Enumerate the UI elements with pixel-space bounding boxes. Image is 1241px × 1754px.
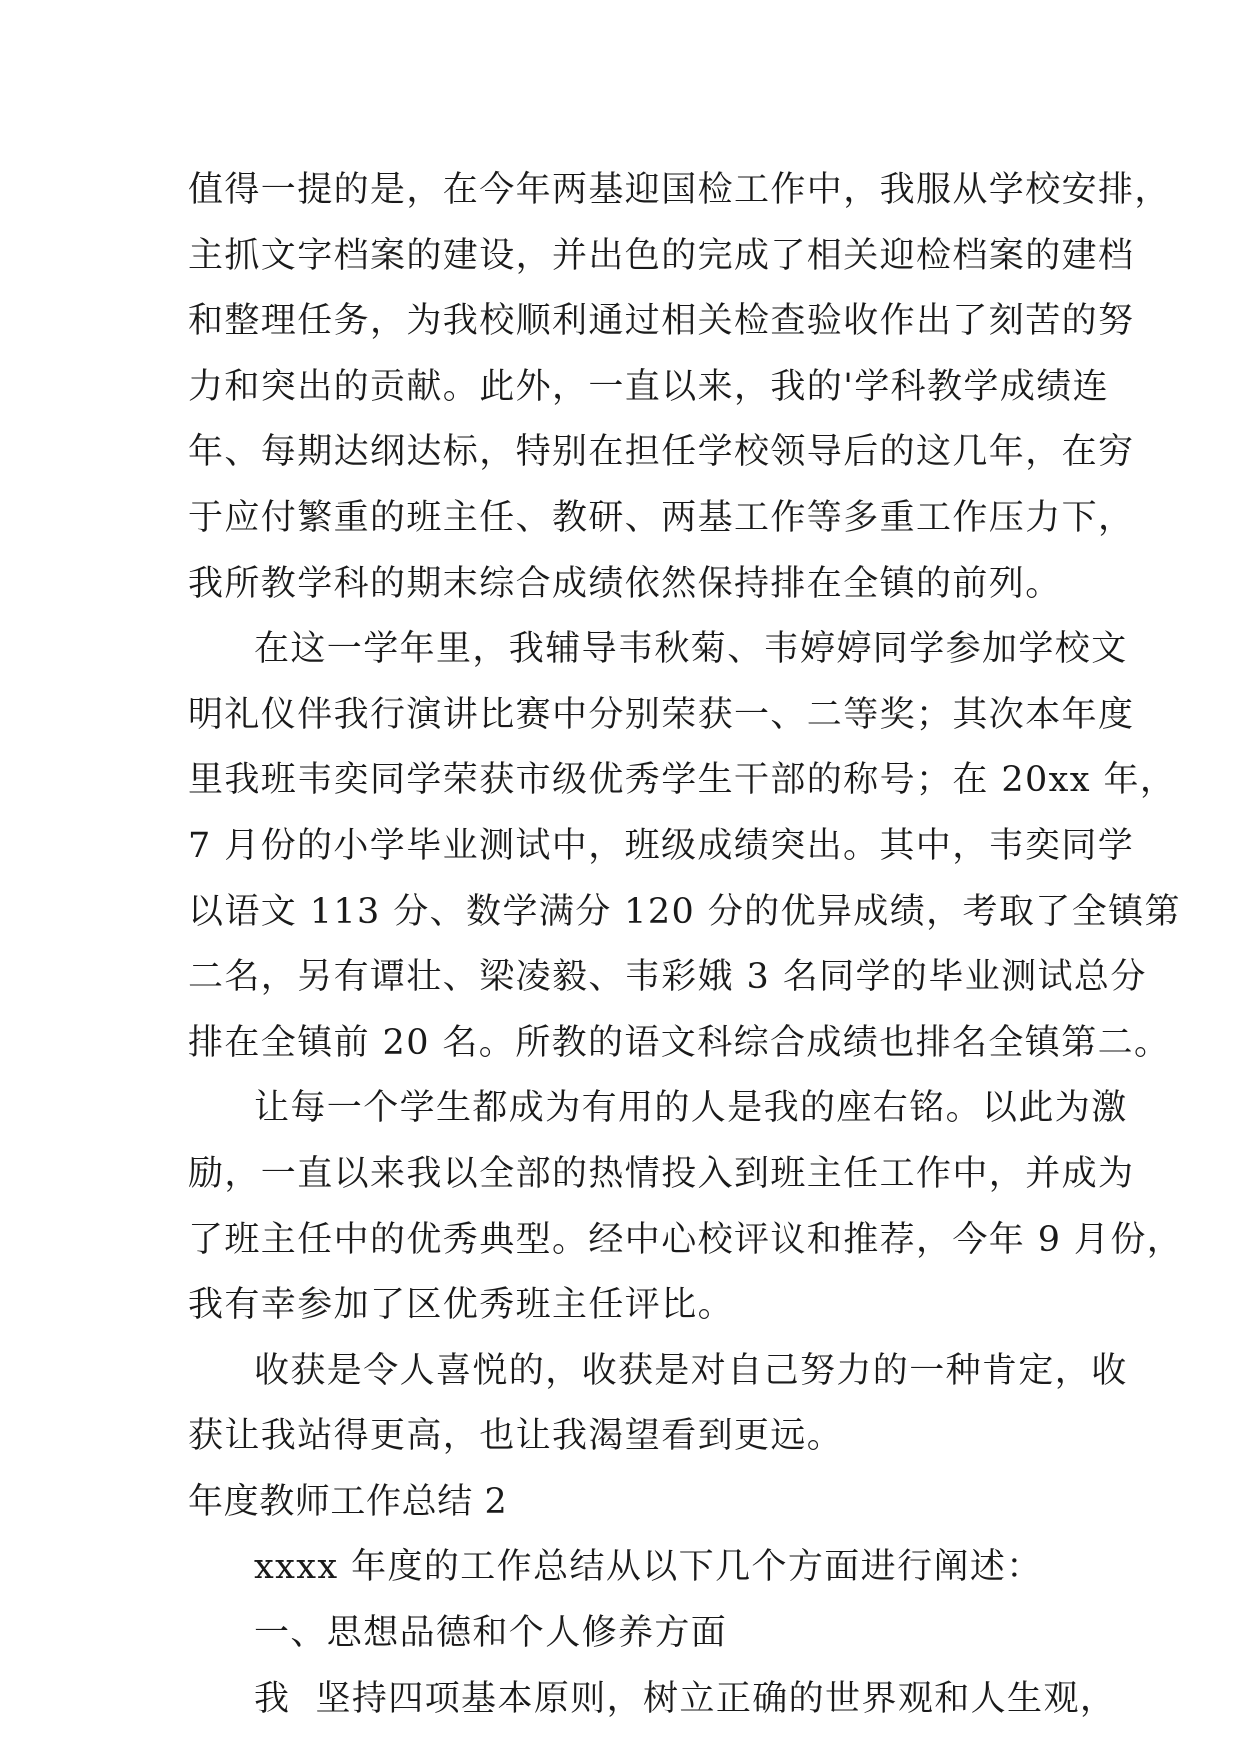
text-line: 收获是令人喜悦的，收获是对自己努力的一种肯定，收 [254,1350,1128,1391]
text-line: 明礼仪伴我行演讲比赛中分别荣获一、二等奖；其次本年度 [188,694,1135,735]
intro-line: xxxx 年度的工作总结从以下几个方面进行阐述： [254,1547,1043,1588]
text-line: 以语文 113 分、数学满分 120 分的优异成绩，考取了全镇第 [188,891,1181,932]
text-line: 获让我站得更高，也让我渴望看到更远。 [188,1416,844,1457]
text-line: 我有幸参加了区优秀班主任评比。 [188,1285,735,1326]
text-line: 我 坚持四项基本原则，树立正确的世界观和人生观， [254,1678,1117,1719]
document-body [188,158,1184,1732]
section-title: 年度教师工作总结 2 [188,1481,508,1522]
text-line: 里我班韦奕同学荣获市级优秀学生干部的称号；在 20xx 年， [188,760,1177,801]
subheading: 一、思想品德和个人修养方面 [254,1613,728,1654]
text-line: 年、每期达纲达标，特别在担任学校领导后的这几年，在穷 [188,432,1135,473]
text-line: 主抓文字档案的建设，并出色的完成了相关迎检档案的建档 [188,235,1135,276]
paragraph-student-awards [188,617,1181,1076]
text-line: 让每一个学生都成为有用的人是我的座右铭。以此为激 [254,1088,1128,1129]
text-line: 7 月份的小学毕业测试中，班级成绩突出。其中，韦奕同学 [188,825,1135,866]
text-line: 励，一直以来我以全部的热情投入到班主任工作中，并成为 [188,1153,1135,1194]
text-line: 和整理任务，为我校顺利通过相关检查验收作出了刻苦的努 [188,301,1135,342]
text-line: 在这一学年里，我辅导韦秋菊、韦婷婷同学参加学校文 [254,629,1128,670]
text-line: 于应付繁重的班主任、教研、两基工作等多重工作压力下， [188,497,1135,538]
paragraph-motto [188,1076,1184,1338]
text-line: 力和突出的贡献。此外，一直以来，我的'学科教学成绩连 [188,366,1110,407]
paragraph-achievements [188,158,1171,617]
text-line: 了班主任中的优秀典型。经中心校评议和推荐，今年 9 月份， [188,1219,1184,1260]
text-line: 二名，另有谭壮、梁凌毅、韦彩娥 3 名同学的毕业测试总分 [188,957,1147,998]
text-line: 排在全镇前 20 名。所教的语文科综合成绩也排名全镇第二。 [188,1022,1171,1063]
text-line: 我所教学科的期末综合成绩依然保持排在全镇的前列。 [188,563,1062,604]
paragraph-harvest [188,1339,1128,1470]
text-line: 值得一提的是，在今年两基迎国检工作中，我服从学校安排， [188,170,1171,210]
